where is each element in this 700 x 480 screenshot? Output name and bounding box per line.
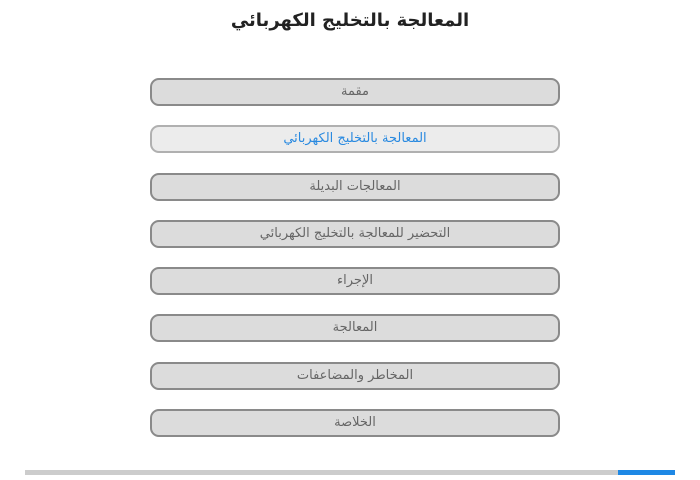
menu-item-alternatives[interactable]: المعالجات البديلة — [150, 173, 560, 201]
page-title: المعالجة بالتخليج الكهربائي — [230, 10, 470, 31]
menu-item-treatment[interactable]: المعالجة بالتخليج الكهربائي — [150, 125, 560, 153]
menu-item-summary[interactable]: الخلاصة — [150, 409, 560, 437]
progress-bar-fill — [618, 470, 675, 475]
menu-item-procedure[interactable]: الإجراء — [150, 267, 560, 295]
menu-item-risks[interactable]: المخاطر والمضاعفات — [150, 362, 560, 390]
navigation-menu — [150, 78, 560, 456]
menu-item-recovery[interactable]: المعالجة — [150, 314, 560, 342]
menu-item-intro[interactable]: مقمة — [150, 78, 560, 106]
menu-item-preparation[interactable]: التحضير للمعالجة بالتخليج الكهربائي — [150, 220, 560, 248]
progress-bar — [25, 470, 675, 475]
